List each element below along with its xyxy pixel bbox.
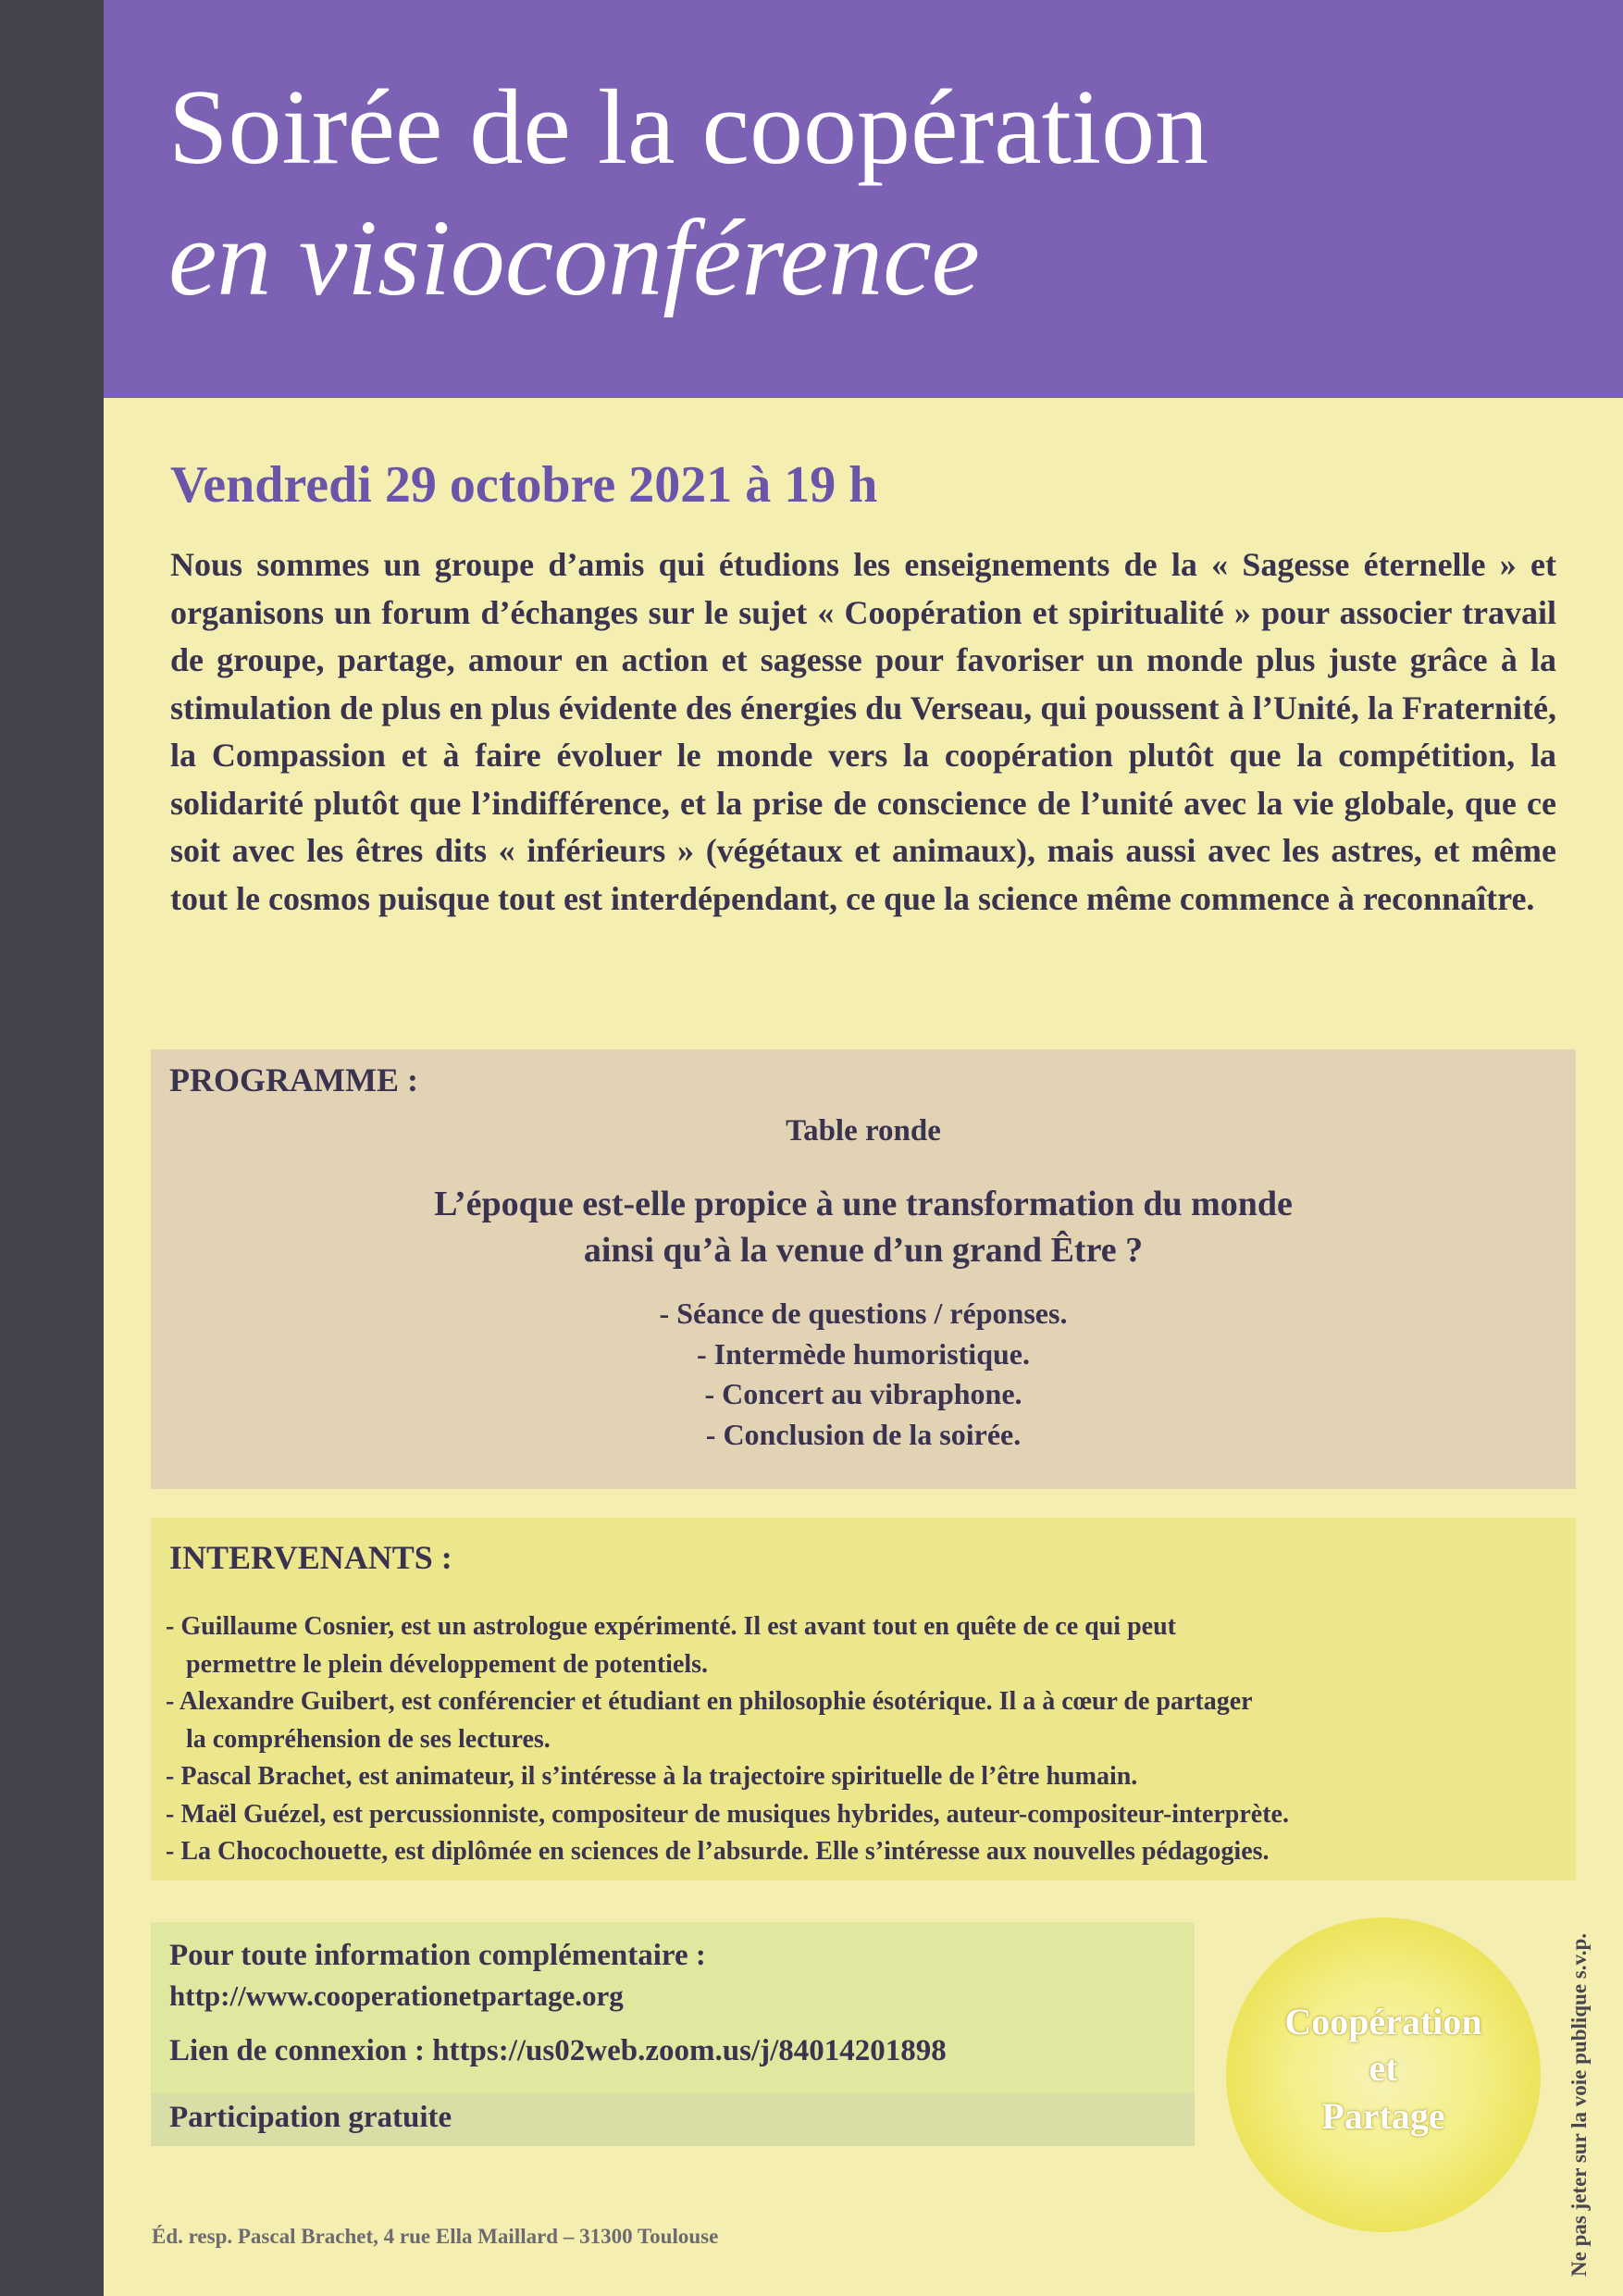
intervenants-section (151, 1518, 1576, 1880)
programme-item: - Séance de questions / réponses. (659, 1297, 1068, 1330)
programme-item: - Conclusion de la soirée. (705, 1417, 1022, 1451)
title-line-2: en visioconférence (168, 197, 980, 318)
publisher-footer: Éd. resp. Pascal Brachet, 4 rue Ella Maillard – 31300 Toulouse (152, 2225, 719, 2248)
logo-line-1: Coopération (1284, 2001, 1482, 2042)
speaker-line: - Maël Guézel, est percussionniste, compositeur de musiques hybrides, auteur-compositeur-interprète. (166, 1799, 1289, 1829)
speakers-list (166, 1608, 1572, 1871)
speaker-line: - Alexandre Guibert, est conférencier et étudiant en philosophie ésotérique. Il a à cœur de partager (166, 1687, 1253, 1716)
vertical-note: Ne pas jeter sur la voie publique s.v.p. (1567, 1932, 1591, 2277)
speaker-line: - La Chocochouette, est diplômée en sciences de l’absurde. Elle s’intéresse aux nouvelles pédagogies. (166, 1837, 1270, 1866)
header-banner (104, 0, 1623, 398)
participation-row (151, 2093, 1195, 2146)
programme-item: - Intermède humoristique. (697, 1336, 1030, 1371)
speaker-line: permettre le plein développement de potentiels. (186, 1649, 709, 1679)
question-line-1: L’époque est-elle propice à une transformation du monde (434, 1185, 1293, 1223)
cooperation-partage-logo (1226, 1917, 1541, 2232)
speaker-line: la compréhension de ses lectures. (186, 1724, 551, 1754)
website-link[interactable]: http://www.cooperationetpartage.org (169, 1980, 624, 2012)
speaker-line: - Pascal Brachet, est animateur, il s’intéresse à la trajectoire spirituelle de l’être humain. (166, 1762, 1138, 1791)
event-date: Vendredi 29 octobre 2021 à 19 h (170, 456, 878, 514)
connection-row (169, 2034, 947, 2068)
programme-subtitle: Table ronde (786, 1114, 941, 1148)
logo-line-3: Partage (1321, 2095, 1445, 2137)
programme-items (151, 1294, 1576, 1455)
connection-label: Lien de connexion : (169, 2034, 425, 2067)
logo-line-2: et (1369, 2047, 1398, 2089)
side-bar (0, 0, 104, 2296)
programme-question (151, 1181, 1576, 1273)
intro-paragraph: Nous sommes un groupe d’amis qui étudions les enseignements de la « Sagesse éternelle » et organisons un forum d’échanges sur le sujet « Coopération et spiritualité » pour associer travail de groupe, partage, amour en action et sagesse pour favoriser un monde plus juste grâce à la stimulation de plus en plus évidente des énergies du Verseau, qui poussent à l’Unité, la Fraternité, la Compassion et à faire évoluer le monde vers la coopération plutôt que la compétition, la solidarité plutôt que l’indifférence, et la prise de conscience de l’unité avec la vie globale, que ce soit avec les êtres dits « inférieurs » (végétaux et animaux), mais aussi avec les astres, et même tout le cosmos puisque tout est interdépendant, ce que la science même commence à reconnaître. (170, 546, 1556, 917)
programme-title: PROGRAMME : (169, 1061, 418, 1098)
more-info-label: Pour toute information complémentaire : (169, 1939, 706, 1972)
intervenants-title: INTERVENANTS : (169, 1539, 452, 1576)
programme-item: - Concert au vibraphone. (704, 1377, 1022, 1410)
info-box (151, 1922, 1195, 2146)
speaker-line: - Guillaume Cosnier, est un astrologue expérimenté. Il est avant tout en quête de ce qui peut (166, 1612, 1176, 1641)
connection-link[interactable]: https://us02web.zoom.us/j/84014201898 (432, 2034, 947, 2067)
question-line-2: ainsi qu’à la venue d’un grand Être ? (583, 1231, 1144, 1270)
participation-text: Participation gratuite (169, 2101, 452, 2134)
title-line-1: Soirée de la coopération (168, 68, 1209, 187)
programme-section (151, 1049, 1576, 1489)
